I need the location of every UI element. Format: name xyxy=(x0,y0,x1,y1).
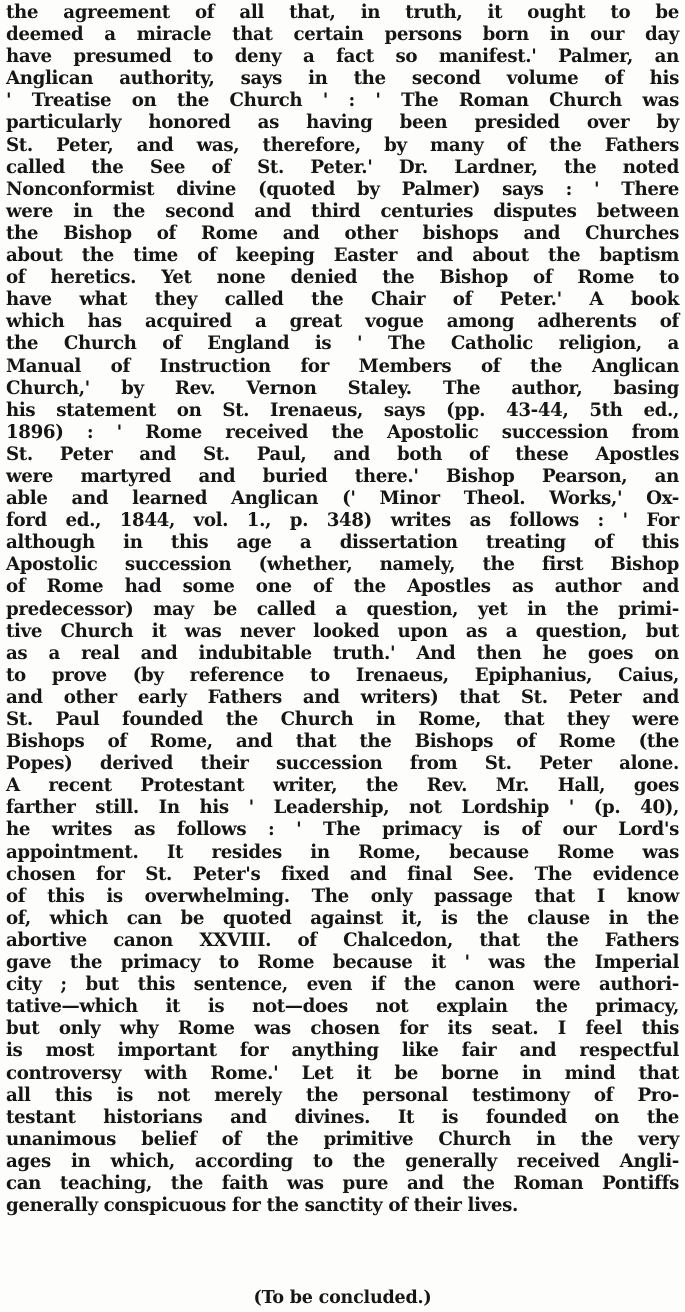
article-line: particularly honored as having been presided over by xyxy=(6,112,679,134)
article-line: of Rome had some one of the Apostles as author and xyxy=(6,576,679,598)
article-line: his statement on St. Irenaeus, says (pp. 43-44, 5th ed., xyxy=(6,399,679,421)
article-line: Bishops of Rome, and that the Bishops of Rome (the xyxy=(6,731,679,753)
article-last-line: generally conspicuous for the sanctity of their lives. xyxy=(6,1195,518,1217)
article-line: ages in which, according to the generally received Angli- xyxy=(6,1150,679,1172)
article-line: city ; but this sentence, even if the canon were authori- xyxy=(6,974,679,996)
article-line: the Bishop of Rome and other bishops and Churches xyxy=(6,222,679,244)
article-line: of this is overwhelming. The only passage that I know xyxy=(6,885,679,907)
article-line: Apostolic succession (whether, namely, the first Bishop xyxy=(6,554,679,576)
article-line: have what they called the Chair of Peter.' A book xyxy=(6,289,679,311)
article-line: Manual of Instruction for Members of the Anglican xyxy=(6,355,679,377)
article-line: but only why Rome was chosen for its seat. I feel this xyxy=(6,1018,679,1040)
article-line: abortive canon XXVIII. of Chalcedon, that the Fathers xyxy=(6,929,679,951)
article-line: ' Treatise on the Church ' : ' The Roman Church was xyxy=(6,90,679,112)
article-line: Popes) derived their succession from St. Peter alone. xyxy=(6,753,679,775)
article-line: St. Peter and St. Paul, and both of these Apostles xyxy=(6,443,679,465)
article-line: deemed a miracle that certain persons born in our day xyxy=(6,24,679,46)
article-line: to prove (by reference to Irenaeus, Epiphanius, Caius, xyxy=(6,664,679,686)
article-line: testant historians and divines. It is founded on the xyxy=(6,1106,679,1128)
article-line: tative—which it is not—does not explain the primacy, xyxy=(6,996,679,1018)
article-line: called the See of St. Peter.' Dr. Lardner, the noted xyxy=(6,156,679,178)
article-line: gave the primacy to Rome because it ' was the Imperial xyxy=(6,952,679,974)
article-line: chosen for St. Peter's fixed and final See. The evidence xyxy=(6,863,679,885)
article-line: he writes as follows : ' The primacy is of our Lord's xyxy=(6,819,679,841)
article-line: of heretics. Yet none denied the Bishop of Rome to xyxy=(6,267,679,289)
article-line: which has acquired a great vogue among adherents of xyxy=(6,311,679,333)
article-line: ford ed., 1844, vol. 1., p. 348) writes as follows : ' For xyxy=(6,510,679,532)
article-line: Church,' by Rev. Vernon Staley. The author, basing xyxy=(6,377,679,399)
article-line: farther still. In his ' Leadership, not Lordship ' (p. 40), xyxy=(6,797,679,819)
article-line: the Church of England is ' The Catholic religion, a xyxy=(6,333,679,355)
article-line: predecessor) may be called a question, yet in the primi- xyxy=(6,598,679,620)
article-line: appointment. It resides in Rome, because Rome was xyxy=(6,841,679,863)
article-line: although in this age a dissertation treating of this xyxy=(6,532,679,554)
to-be-concluded-note: (To be concluded.) xyxy=(253,1288,432,1308)
article-line: all this is not merely the personal testimony of Pro- xyxy=(6,1084,679,1106)
article-line: Anglican authority, says in the second volume of his xyxy=(6,68,679,90)
article-line: controversy with Rome.' Let it be borne in mind that xyxy=(6,1062,679,1084)
article-line: 1896) : ' Rome received the Apostolic succession from xyxy=(6,421,679,443)
article-line: unanimous belief of the primitive Church in the very xyxy=(6,1128,679,1150)
article-line: can teaching, the faith was pure and the Roman Pontiffs xyxy=(6,1172,679,1194)
article-line: as a real and indubitable truth.' And then he goes on xyxy=(6,642,679,664)
article-line: is most important for anything like fair and respectful xyxy=(6,1040,679,1062)
article-line: were martyred and buried there.' Bishop Pearson, an xyxy=(6,465,679,487)
article-line: tive Church it was never looked upon as a question, but xyxy=(6,620,679,642)
article-line: A recent Protestant writer, the Rev. Mr. Hall, goes xyxy=(6,775,679,797)
article-line: were in the second and third centuries disputes between xyxy=(6,200,679,222)
article-line: St. Peter, and was, therefore, by many of the Fathers xyxy=(6,134,679,156)
article-line: have presumed to deny a fact so manifest.' Palmer, an xyxy=(6,46,679,68)
article-line: St. Paul founded the Church in Rome, that they were xyxy=(6,709,679,730)
article-line: able and learned Anglican (' Minor Theol. Works,' Ox- xyxy=(6,488,679,510)
article-line: of, which can be quoted against it, is the clause in the xyxy=(6,907,679,929)
article-line: and other early Fathers and writers) that St. Peter and xyxy=(6,686,679,708)
article-column xyxy=(6,2,679,1217)
article-line: about the time of keeping Easter and about the baptism xyxy=(6,245,679,267)
article-line: the agreement of all that, in truth, it ought to be xyxy=(6,2,679,23)
article-line: Nonconformist divine (quoted by Palmer) says : ' There xyxy=(6,178,679,200)
